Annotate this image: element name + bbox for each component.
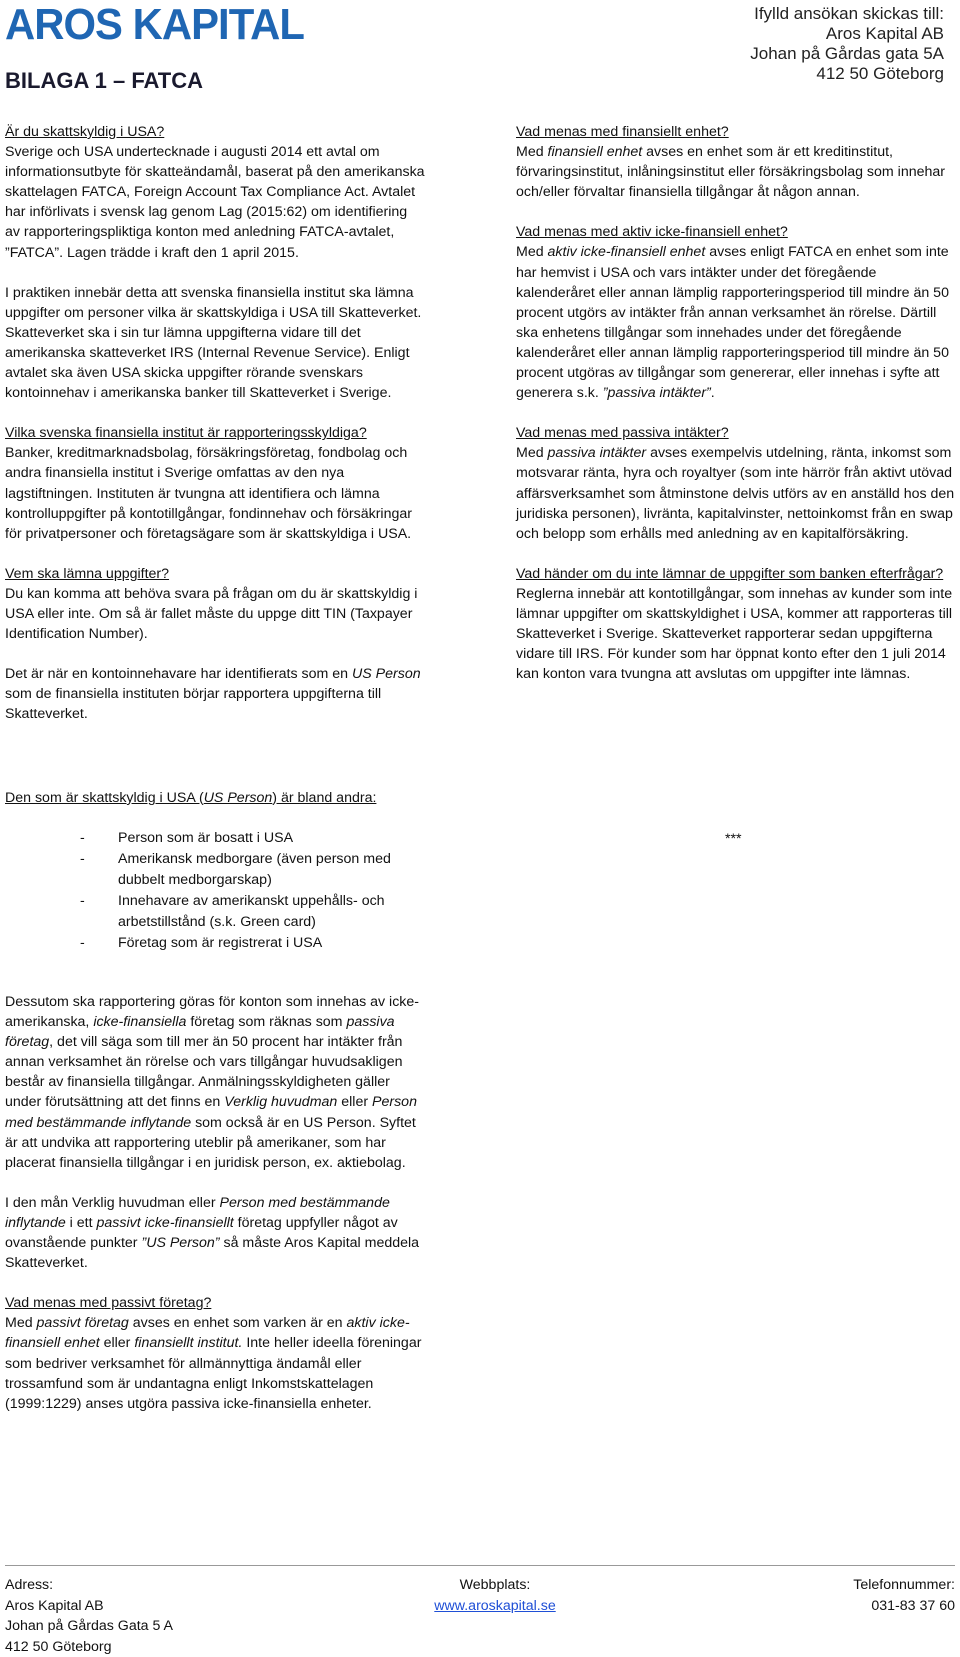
company-logo: AROS KAPITAL: [5, 0, 304, 50]
footer-label: Adress:: [5, 1575, 173, 1596]
footer-phone: [853, 1575, 955, 1616]
text-run: Dessutom ska rapportering göras för konton som innehas av icke-amerikanska,: [5, 994, 419, 1030]
paragraph: Sverige och USA undertecknade i augusti 2014 ett avtal om informationsutbyte för skatteändamål, baserat på den amerikanska skattelagen FATCA, Foreign Account Tax Compliance Act. Avtalet har införlivats i svensk lag genom Lag (2015:62) om identifiering av rapporteringspliktiga konton med anledning FATCA-avtalet, ”FATCA”. Lagen trädde i kraft den 1 april 2015.: [5, 142, 425, 263]
question-heading: Vad menas med passiva intäkter?: [516, 423, 956, 443]
text-run: Person med bestämmande inflytande: [5, 1094, 417, 1130]
address-line: Aros Kapital AB: [750, 24, 944, 44]
text-run: så måste Aros Kapital meddela Skatteverket.: [5, 1235, 419, 1271]
question-heading: Vad menas med passivt företag?: [5, 1293, 423, 1313]
footer-label: Telefonnummer:: [853, 1575, 955, 1596]
paragraph: [5, 1313, 423, 1413]
text-run: Med: [5, 1315, 37, 1331]
text-run: som också är en US Person. Syftet är att undvika att rapportering uteblir på amerikaner, som har placerat finansiella tillgångar i en juridisk person, ex. aktiebolag.: [5, 1115, 416, 1171]
list-item: - Innehavare av amerikanskt uppehålls- och arbetstillstånd (s.k. Green card): [80, 891, 420, 933]
right-column: [516, 122, 956, 684]
us-person-heading: Den som är skattskyldig i USA (US Person) är bland andra:: [5, 788, 505, 808]
paragraph: [5, 992, 423, 1173]
question-heading: Vad menas med aktiv icke-finansiell enhet?: [516, 222, 956, 242]
paragraph: I praktiken innebär detta att svenska finansiella institut ska lämna uppgifter om personer vilka är skattskyldiga i USA till Skatteverket. Skatteverket ska i sin tur lämna uppgifterna vidare till det amerikanska skatteverket IRS (Internal Revenue Service). Enligt avtalet ska även USA skicka uppgifter rörande svenskars kontoinnehav i amerikanska banker till Skatteverket i Sverige.: [5, 283, 425, 404]
question-heading: Är du skattskyldig i USA?: [5, 122, 425, 142]
text-run: avses en enhet som varken är en: [129, 1315, 347, 1331]
text-run: Inte heller ideella föreningar som bedriver verksamhet för allmännyttiga ändamål eller trossamfund som är undantagna enligt Inkomstskattelagen (1999:1229) anses utgöra passiva icke-finansiella enheter.: [5, 1335, 421, 1411]
page-title: BILAGA 1 – FATCA: [5, 68, 203, 94]
footer-line: Aros Kapital AB: [5, 1596, 173, 1617]
paragraph: Du kan komma att behöva svara på frågan om du är skattskyldig i USA eller inte. Om så är fallet måste du uppge ditt TIN (Taxpayer Identification Number).: [5, 584, 425, 644]
address-line: Ifylld ansökan skickas till:: [750, 4, 944, 24]
footer-line: 412 50 Göteborg: [5, 1637, 173, 1657]
paragraph: Med aktiv icke-finansiell enhet avses enligt FATCA en enhet som inte har hemvist i USA och vars intäkter under det föregående kalenderåret eller annan lämplig rapporteringsperiod till mindre än 50 procent utgörs av intäkter från annan verksamhet än rörelse. Därtill ska enhetens tillgångar som innehades under det föregående kalenderåret eller annan lämplig rapporteringsperiod till mindre än 50 procent utgöras av tillgångar som genererar, eller innehas i syfte att generera s.k. ”passiva intäkter”.: [516, 242, 956, 403]
question-heading: Vilka svenska finansiella institut är rapporteringsskyldiga?: [5, 423, 425, 443]
footer-divider: [5, 1565, 955, 1566]
paragraph: Reglerna innebär att kontotillgångar, som innehas av kunder som inte lämnar uppgifter om skattskyldighet i USA, kommer att rapporteras till Skatteverket i Sverige. Skatteverket rapporterar sedan uppgifterna vidare till IRS. För kunder som har öppnat konto efter den 1 juli 2014 kan konton vara tvungna att avslutas om uppgifter inte lämnas.: [516, 584, 956, 684]
text-run: finansiellt institut.: [134, 1335, 242, 1351]
text-run: passivt företag: [37, 1315, 129, 1331]
text-run: passivt icke-finansiellt: [97, 1215, 234, 1231]
text-run: I den mån Verklig huvudman eller: [5, 1195, 220, 1211]
paragraph: Det är när en kontoinnehavare har identifierats som en US Person som de finansiella instituten börjar rapportera uppgifterna till Skatteverket.: [5, 664, 425, 724]
list-item: - Person som är bosatt i USA: [80, 828, 420, 849]
text-run: eller: [100, 1335, 135, 1351]
question-heading: Vad händer om du inte lämnar de uppgifter som banken efterfrågar?: [516, 564, 956, 584]
text-run: Person med bestämmande inflytande: [5, 1195, 390, 1231]
website-link[interactable]: www.aroskapital.se: [434, 1598, 555, 1614]
text-run: företag uppfyller något av ovanstående punkter: [5, 1215, 398, 1251]
footer-label: Webbplats:: [415, 1575, 575, 1596]
paragraph: Banker, kreditmarknadsbolag, försäkringsföretag, fondbolag och andra finansiella institut i Sverige omfattas av den nya lagstiftningen. Instituten är tvungna att identifiera och lämna kontrolluppgifter på kontotillgångar, fondinnehav och försäkringar för privatpersoner och företagsägare som är skattskyldiga i USA.: [5, 443, 425, 543]
footer-address: [5, 1575, 173, 1657]
text-run: passiva företag: [5, 1014, 395, 1050]
text-run: ”US Person”: [141, 1235, 219, 1251]
us-person-list: [80, 828, 420, 954]
text-run: aktiv icke-finansiell enhet: [5, 1315, 410, 1351]
paragraph: [5, 1193, 423, 1273]
paragraph: Med finansiell enhet avses en enhet som är ett kreditinstitut, förvaringsinstitut, inlåningsinstitut eller försäkringsbolag som innehar och/eller förvaltar finansiella tillgångar åt någon annan.: [516, 142, 956, 202]
text-run: , det vill säga som till mer än 50 procent har intäkter från annan verksamhet än rörelse och vars tillgångar huvudsakligen består av finansiella tillgångar. Anmälningsskyldigheten gäller under förutsättning att det finns en: [5, 1034, 402, 1110]
address-line: 412 50 Göteborg: [750, 64, 944, 84]
text-run: icke-finansiella: [93, 1014, 186, 1030]
paragraph: Med passiva intäkter avses exempelvis utdelning, ränta, inkomst som motsvarar ränta, hyra och royaltyer (som inte härrör från aktivt utövad affärsverksamhet som åtminstone delvis utförs av en anställd hos den juridiska personen), livränta, kapitalvinster, nettoinkomst från en swap och belopp som erhålls med anledning av en kapitalförsäkring.: [516, 443, 956, 543]
footer-web: [415, 1575, 575, 1616]
separator-stars: ***: [725, 829, 742, 849]
text-run: eller: [337, 1094, 372, 1110]
footer-line: Johan på Gårdas Gata 5 A: [5, 1616, 173, 1637]
text-run: företag som räknas som: [186, 1014, 346, 1030]
left-column: [5, 122, 425, 724]
list-item: - Företag som är registrerat i USA: [80, 933, 420, 954]
lower-section: [5, 992, 423, 1414]
address-line: Johan på Gårdas gata 5A: [750, 44, 944, 64]
text-run: i ett: [66, 1215, 97, 1231]
question-heading: Vad menas med finansiellt enhet?: [516, 122, 956, 142]
question-heading: Vem ska lämna uppgifter?: [5, 564, 425, 584]
phone-number: 031-83 37 60: [853, 1596, 955, 1617]
text-run: Verklig huvudman: [224, 1094, 337, 1110]
mailing-address: [750, 4, 944, 84]
list-item: - Amerikansk medborgare (även person med dubbelt medborgarskap): [80, 849, 420, 891]
